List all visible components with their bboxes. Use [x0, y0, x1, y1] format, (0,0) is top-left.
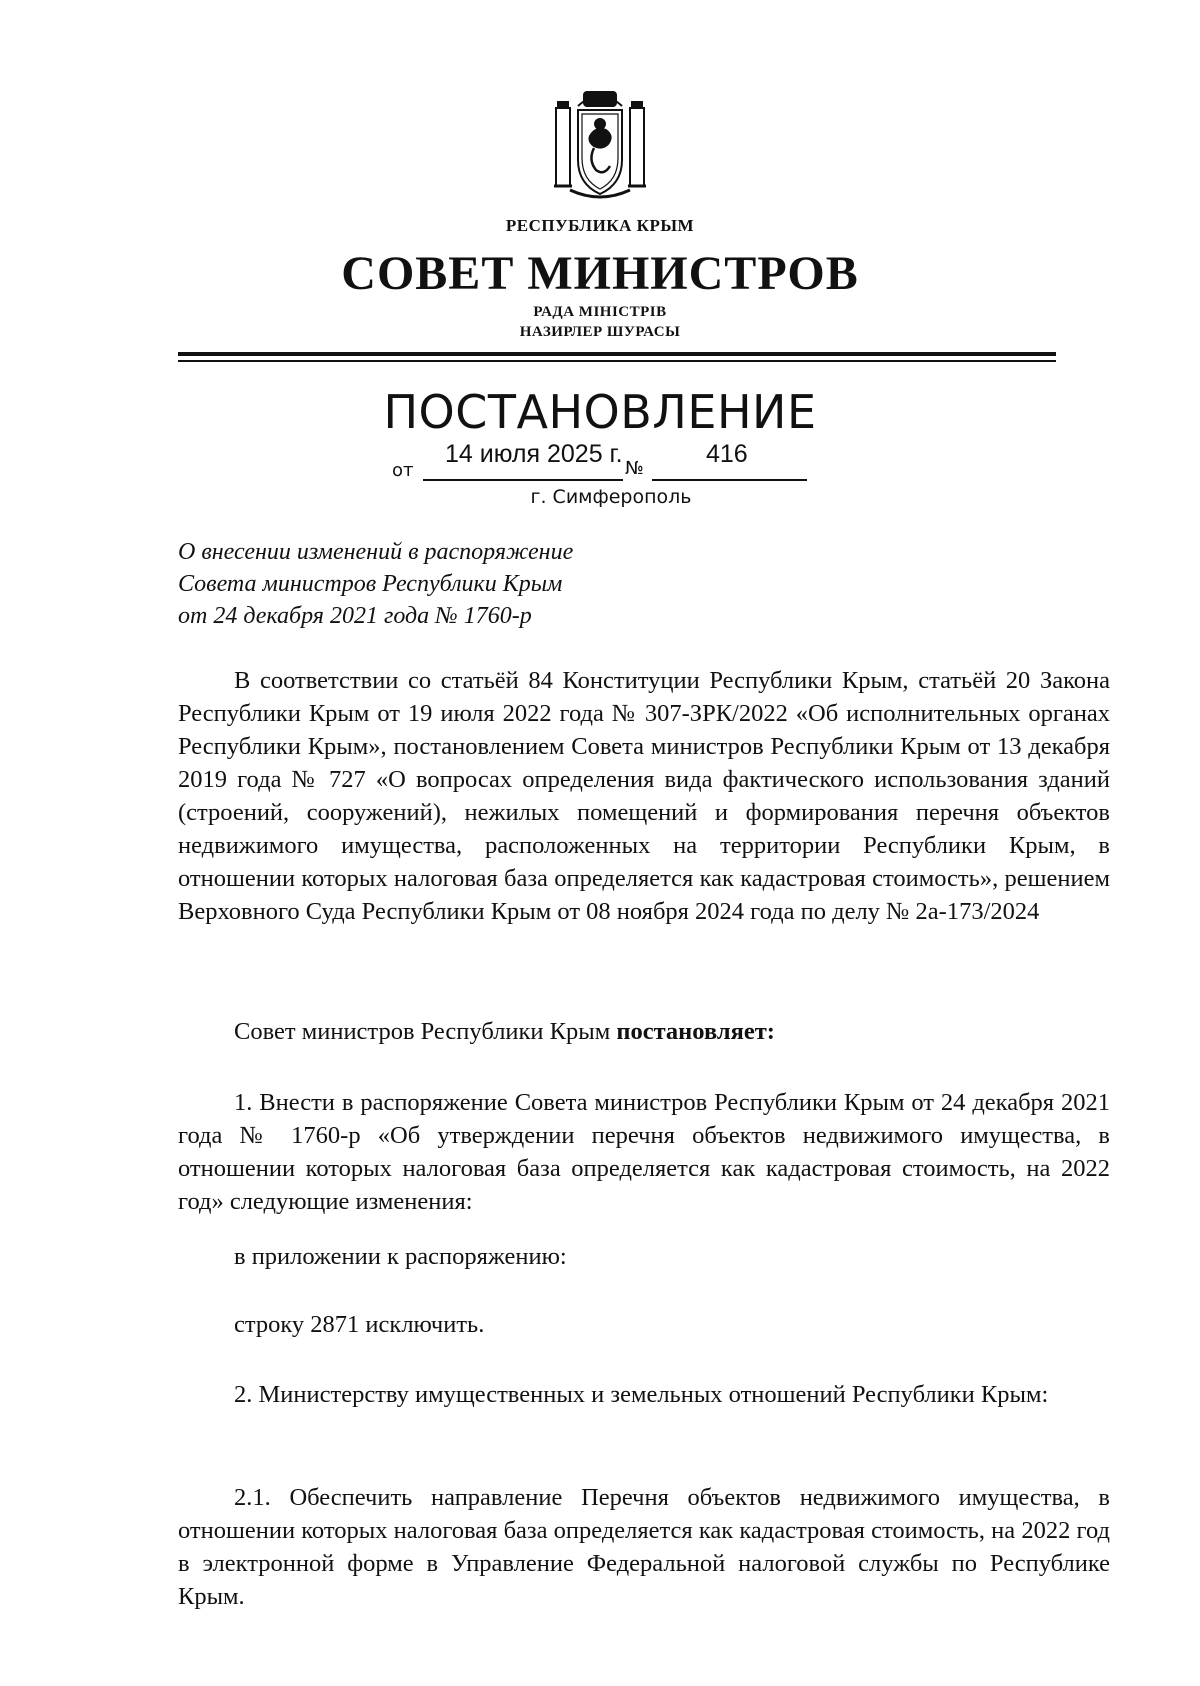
subject-line: Совета министров Республики Крым [178, 571, 563, 597]
item-2-1-paragraph: 2.1. Обеспечить направление Перечня объектов недвижимого имущества, в отношении которых налоговая база определяется как кадастровая стоимость, на 2022 год в электронной форме в Управление Федеральной налоговой службы по Республике Крым. [178, 1484, 1110, 1610]
document-date: 14 июля 2025 г. [445, 440, 623, 468]
header-rule-thin [178, 360, 1056, 362]
resolves-paragraph [178, 1015, 1110, 1048]
republic-name: РЕСПУБЛИКА КРЫМ [505, 216, 695, 235]
number-underline [652, 479, 807, 481]
council-name-crimean-tatar: НАЗИРЛЕР ШУРАСЫ [519, 324, 681, 340]
date-underline [423, 479, 623, 481]
header-rule-thick [178, 352, 1056, 356]
document-type-title: ПОСТАНОВЛЕНИЕ [383, 385, 817, 439]
preamble-paragraph: В соответствии со статьёй 84 Конституции Республики Крым, статьёй 20 Закона Республики Крым от 19 июля 2022 года № 307-ЗРК/2022 «Об исполнительных органах Республики Крым», постановлением Совета министров Республики Крым от 13 декабря 2019 года № 727 «О вопросах определения вида фактического использования зданий (строений, сооружений), нежилых помещений и формирования перечня объектов недвижимого имущества, расположенных на территории Республики Крым, в отношении которых налоговая база определяется как кадастровая стоимость», решением Верховного Суда Республики Крым от 08 ноября 2024 года по делу № 2а-173/2024 [178, 667, 1110, 925]
item-1-sub-paragraph: в приложении к распоряжению: [234, 1243, 567, 1270]
subject-line: О внесении изменений в распоряжение [178, 539, 574, 565]
subject-line: от 24 декабря 2021 года № 1760-р [178, 603, 532, 629]
document-city: г. Симферополь [530, 486, 692, 508]
resolves-keyword: постановляет: [616, 1018, 775, 1045]
council-name: СОВЕТ МИНИСТРОВ [341, 247, 859, 300]
item-1-paragraph: 1. Внести в распоряжение Совета министров Республики Крым от 24 декабря 2021 года № 1760-р «Об утверждении перечня объектов недвижимого имущества, в отношении которых налоговая база определяется как кадастровая стоимость, на 2022 год» следующие изменения: [178, 1089, 1110, 1215]
document-number: 416 [706, 440, 748, 468]
council-name-ukrainian: РАДА МІНІСТРІВ [533, 304, 667, 320]
number-prefix: № [625, 458, 644, 479]
item-1-change-paragraph: строку 2871 исключить. [234, 1311, 485, 1338]
resolves-text: Совет министров Республики Крым [234, 1018, 617, 1045]
coat-of-arms-icon [548, 86, 652, 202]
document-subject [178, 536, 573, 632]
date-prefix: от [392, 460, 414, 481]
item-2-paragraph: 2. Министерству имущественных и земельных отношений Республики Крым: [234, 1381, 1049, 1408]
